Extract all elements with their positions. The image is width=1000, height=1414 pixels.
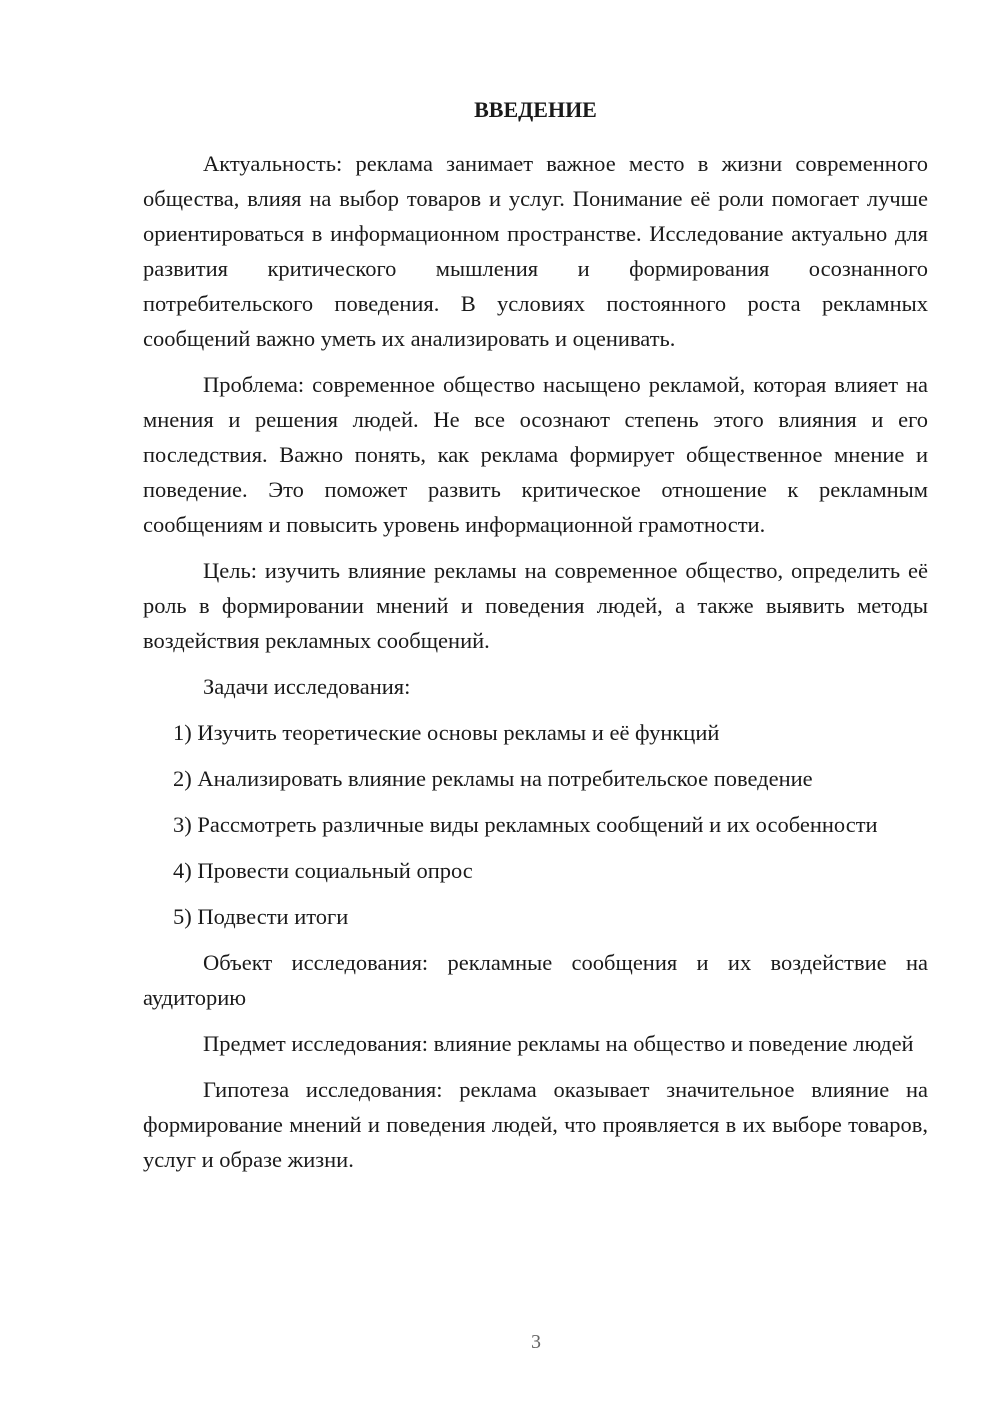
task-item-1: 1) Изучить теоретические основы рекламы и её функций — [173, 720, 720, 745]
subject-paragraph: Предмет исследования: влияние рекламы на общество и поведение людей — [203, 1031, 914, 1056]
hypothesis-paragraph: Гипотеза исследования: реклама оказывает значительное влияние на формирование мнений и поведения людей, что проявляется в их выборе товаров, услуг и образе жизни. — [143, 1077, 928, 1172]
section-heading: ВВЕДЕНИЕ — [474, 97, 597, 122]
task-item-2: 2) Анализировать влияние рекламы на потребительское поведение — [173, 766, 813, 791]
task-item-3: 3) Рассмотреть различные виды рекламных сообщений и их особенности — [173, 812, 878, 837]
tasks-title: Задачи исследования: — [203, 674, 411, 699]
page-number: 3 — [531, 1331, 541, 1353]
task-item-4: 4) Провести социальный опрос — [173, 858, 473, 883]
problem-paragraph: Проблема: современное общество насыщено рекламой, которая влияет на мнения и решения людей. Не все осознают степень этого влияния и его последствия. Важно понять, как реклама формирует общественное мнение и поведение. Это поможет развить критическое отношение к рекламным сообщениям и повысить уровень информационной грамотности. — [143, 372, 928, 537]
document-page — [143, 92, 928, 1188]
task-item-5: 5) Подвести итоги — [173, 904, 349, 929]
relevance-paragraph: Актуальность: реклама занимает важное место в жизни современного общества, влияя на выбор товаров и услуг. Понимание её роли помогает лучше ориентироваться в информационном пространстве. Исследование актуально для развития критического мышления и формирования осознанного потребительского поведения. В условиях постоянного роста рекламных сообщений важно уметь их анализировать и оценивать. — [143, 151, 928, 351]
goal-paragraph: Цель: изучить влияние рекламы на современное общество, определить её роль в формировании мнений и поведения людей, а также выявить методы воздействия рекламных сообщений. — [143, 558, 928, 653]
object-paragraph: Объект исследования: рекламные сообщения и их воздействие на аудиторию — [143, 950, 928, 1010]
